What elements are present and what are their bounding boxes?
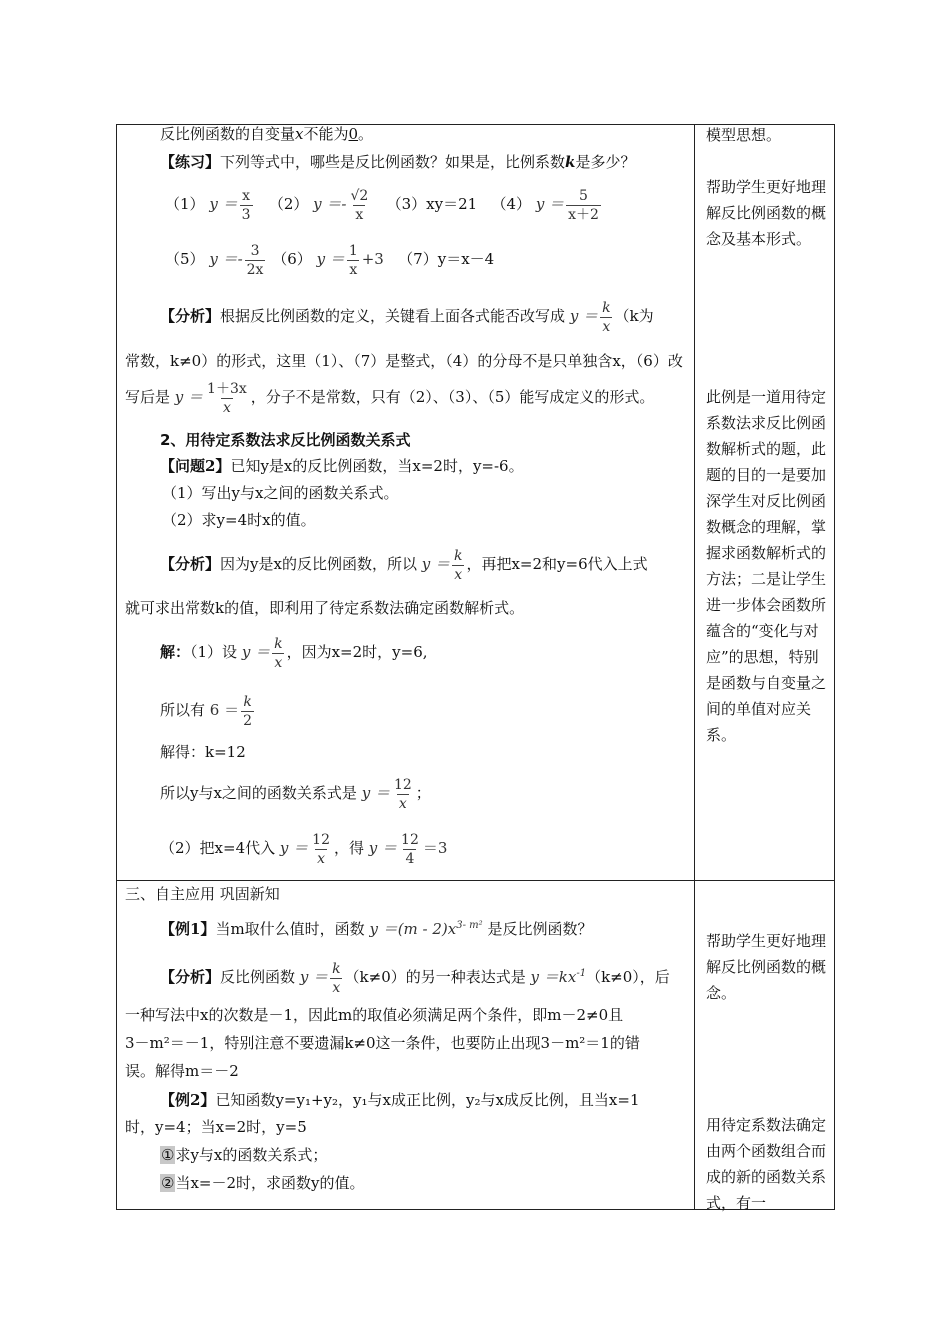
- analysis-1-line-1: [160, 298, 654, 336]
- numerator: k: [332, 960, 341, 977]
- analysis-label: 【分析】: [160, 968, 221, 986]
- text: 是多少？: [575, 153, 636, 171]
- eq-lhs: y ＝: [209, 195, 238, 213]
- denominator: x: [349, 261, 358, 278]
- circled-number-1: ①: [161, 1146, 175, 1164]
- example-2-line-1: [160, 1090, 640, 1110]
- option-4-label: （4）: [491, 195, 532, 213]
- numerator: k: [243, 693, 252, 710]
- eq-lhs: y ＝-: [313, 195, 347, 213]
- denominator: 2: [243, 712, 253, 729]
- fraction: [347, 242, 360, 279]
- fraction: [330, 960, 342, 997]
- solution-label: 解：: [160, 643, 191, 661]
- eq-lhs: y ＝: [535, 195, 565, 213]
- text: 是反比例函数？: [487, 920, 593, 938]
- options-row-1: [165, 186, 603, 224]
- numerator: x: [242, 187, 250, 204]
- eq-lhs: y ＝: [174, 388, 204, 406]
- exponent: -1: [576, 968, 587, 979]
- analysis-1-line-2: [125, 351, 683, 371]
- eq-lhs: y ＝: [316, 250, 345, 268]
- text: 所以有: [160, 701, 206, 719]
- eq-lhs: y ＝: [361, 784, 390, 802]
- text: （1）设: [190, 643, 238, 661]
- example-1: [160, 916, 592, 939]
- fraction: [392, 776, 414, 813]
- text: 反比例函数的自变量: [160, 125, 296, 143]
- text: （k≠0）的另一种表达式是: [344, 968, 526, 986]
- exponent: 3- m²: [456, 920, 483, 931]
- question-2: [160, 456, 524, 476]
- eq-rhs: ＝3: [422, 839, 448, 857]
- option-3: （3）xy＝21: [386, 195, 478, 213]
- option-1-label: （1）: [165, 195, 205, 213]
- denominator: x: [602, 318, 611, 335]
- numerator: k: [602, 299, 611, 316]
- question-2-part-2: [162, 510, 316, 530]
- side-note-4: 帮助学生更好地理解反比例函数的概念。: [706, 932, 827, 1002]
- fraction: [452, 547, 464, 584]
- numerator: 12: [401, 831, 419, 848]
- text: 就可求出常数k的值，即利用了待定系数法确定函数解析式。: [125, 599, 525, 617]
- text: 一种写法中x的次数是－1，因此m的取值必须满足两个条件，即m－2≠0且: [125, 1006, 624, 1024]
- table-column-divider: [694, 124, 695, 1210]
- fraction: [348, 187, 370, 224]
- text: 不能为: [303, 125, 349, 143]
- text: 解得：k=12: [160, 743, 246, 761]
- question-label: 【问题2】: [160, 457, 231, 475]
- denominator: x: [355, 206, 364, 223]
- text: ，得: [333, 839, 364, 857]
- eq-lhs: y ＝: [279, 839, 309, 857]
- fraction: [310, 831, 332, 868]
- option-7: （7）y＝x－4: [398, 250, 495, 268]
- text: 三、自主应用 巩固新知: [125, 885, 280, 903]
- eq-lhs: y ＝: [569, 307, 599, 325]
- fraction: [240, 187, 253, 224]
- eq-lhs: y ＝: [421, 555, 450, 573]
- text: 求y与x的函数关系式；: [175, 1146, 328, 1164]
- example-2-part-1: [160, 1145, 327, 1165]
- numerator: √2: [350, 187, 369, 204]
- text: 常数，k≠0）的形式，这里（1）、（7）是整式，（4）的分母不是只单独含x，（6）改: [125, 352, 683, 370]
- solution-line-4: [160, 775, 431, 813]
- analysis-2-line-2: [125, 598, 524, 618]
- analysis-3-line-4: [125, 1061, 239, 1081]
- exercise-heading: [160, 152, 635, 172]
- function-expression: y ＝(m - 2)x: [369, 920, 457, 938]
- text: ，因为x=2时，y=6,: [286, 643, 428, 661]
- numerator: 3: [250, 242, 260, 259]
- eq-rhs: +3: [361, 250, 384, 268]
- circled-number-2: ②: [161, 1174, 175, 1192]
- example-label: 【例1】: [160, 920, 216, 938]
- text: （2）求y=4时x的值。: [162, 511, 316, 529]
- fraction: [241, 693, 254, 730]
- analysis-1-line-3: [125, 379, 654, 417]
- denominator: x: [398, 795, 407, 812]
- text: 当m取什么值时，函数: [215, 920, 365, 938]
- table-row-divider: [116, 880, 835, 881]
- denominator: x＋2: [568, 206, 599, 223]
- denominator: x: [454, 566, 463, 583]
- denominator: 3: [241, 206, 251, 223]
- numerator: 5: [579, 187, 588, 204]
- text: （k为: [614, 307, 654, 325]
- denominator: x: [222, 399, 231, 416]
- text: 下列等式中，哪些是反比例函数？如果是，比例系数: [220, 153, 566, 171]
- text: ，分子不是常数，只有（2）、（3）、（5）能写成定义的形式。: [250, 388, 655, 406]
- numerator: 1: [348, 242, 358, 259]
- text: ，再把x=2和y=6代入上式: [466, 555, 648, 573]
- side-note-2: 帮助学生更好地理解反比例函数的概念及基本形式。: [706, 178, 827, 248]
- question-2-part-1: [162, 483, 398, 503]
- denominator: x: [332, 979, 341, 996]
- eq-lhs: y ＝: [241, 643, 271, 661]
- table-left-border: [116, 124, 117, 1210]
- text: 已知函数y=y₁+y₂，y₁与x成正比例，y₂与x成反比例，且当x=1: [215, 1091, 640, 1109]
- text: （1）写出y与x之间的函数关系式。: [162, 484, 399, 502]
- text: 误。解得m＝－2: [125, 1062, 239, 1080]
- numerator: 12: [393, 776, 412, 793]
- denominator: 4: [405, 850, 415, 867]
- text: 写后是: [125, 388, 171, 406]
- option-2-label: （2）: [268, 195, 309, 213]
- section-2-heading: [160, 430, 410, 450]
- table-right-border: [834, 124, 835, 1210]
- text: ；: [415, 784, 431, 802]
- denominator: x: [317, 850, 326, 867]
- options-row-2: [165, 241, 494, 279]
- numerator: k: [453, 547, 463, 564]
- fraction: [245, 242, 266, 279]
- fraction: [272, 635, 284, 672]
- side-note-5: 用待定系数法确定由两个函数组合而成的新的函数关系式，有一: [706, 1116, 827, 1212]
- var-x: x: [295, 125, 304, 143]
- fraction: [600, 299, 612, 336]
- numerator: k: [274, 635, 283, 652]
- eq-lhs: 6 ＝: [209, 701, 240, 719]
- side-note-3: 此例是一道用待定系数法求反比例函数解析式的题，此题的目的一是要加深学生对反比例函数概念的理解，掌握求函数解析式的方法；二是让学生进一步体会函数所蕴含的“变化与对应”的思想，特别是函数与自变量之间的单值对应关系。: [706, 388, 827, 744]
- text: 当x=－2时，求函数y的值。: [175, 1174, 365, 1192]
- text: 所以y与x之间的函数关系式是: [160, 784, 357, 802]
- section-3-heading: [125, 884, 280, 904]
- text: （2）把x=4代入: [160, 839, 276, 857]
- exercise-label: 【练习】: [160, 153, 221, 171]
- eq-lhs: y ＝-: [209, 250, 243, 268]
- fraction: [566, 187, 601, 224]
- fraction: [399, 831, 421, 868]
- analysis-3-line-1: [160, 956, 670, 997]
- eq-lhs: y ＝: [299, 968, 329, 986]
- text: 时，y=4；当x=2时，y=5: [125, 1118, 307, 1136]
- denominator: x: [274, 654, 283, 671]
- text: 因为y是x的反比例函数，所以: [220, 555, 417, 573]
- analysis-label: 【分析】: [160, 555, 221, 573]
- analysis-label: 【分析】: [160, 307, 221, 325]
- text: 2、用待定系数法求反比例函数关系式: [160, 431, 411, 449]
- text: （k≠0），后: [586, 968, 670, 986]
- function-expression: y ＝kx: [530, 968, 577, 986]
- analysis-3-line-3: [125, 1033, 640, 1053]
- solution-line-1: [160, 634, 428, 672]
- var-k: k: [565, 153, 576, 171]
- text: 已知y是x的反比例函数，当x=2时，y=-6。: [230, 457, 524, 475]
- example-2-line-2: [125, 1117, 307, 1137]
- solution-line-3: [160, 742, 246, 762]
- eq-lhs: y ＝: [368, 839, 398, 857]
- example-label: 【例2】: [160, 1091, 216, 1109]
- numerator: 1＋3x: [207, 380, 247, 397]
- solution-line-5: [160, 830, 447, 868]
- option-5-label: （5）: [165, 250, 205, 268]
- example-2-part-2: [160, 1173, 365, 1193]
- solution-line-2: [160, 692, 256, 730]
- option-6-label: （6）: [272, 250, 312, 268]
- numerator: 12: [312, 831, 330, 848]
- analysis-3-line-2: [125, 1005, 623, 1025]
- analysis-2-line-1: [160, 546, 648, 584]
- text: 根据反比例函数的定义，关键看上面各式能否改写成: [220, 307, 566, 325]
- denominator: 2x: [246, 261, 264, 278]
- text-zero: 0: [348, 125, 359, 143]
- text: 3－m²＝－1，特别注意不要遗漏k≠0这一条件，也要防止出现3－m²＝1的错: [125, 1034, 640, 1052]
- text: 反比例函数: [220, 968, 296, 986]
- fraction: [205, 380, 249, 417]
- line-domain-note: 反比例函数的自变量x不能为0。: [160, 125, 374, 143]
- side-note-1: 模型思想。: [706, 126, 782, 144]
